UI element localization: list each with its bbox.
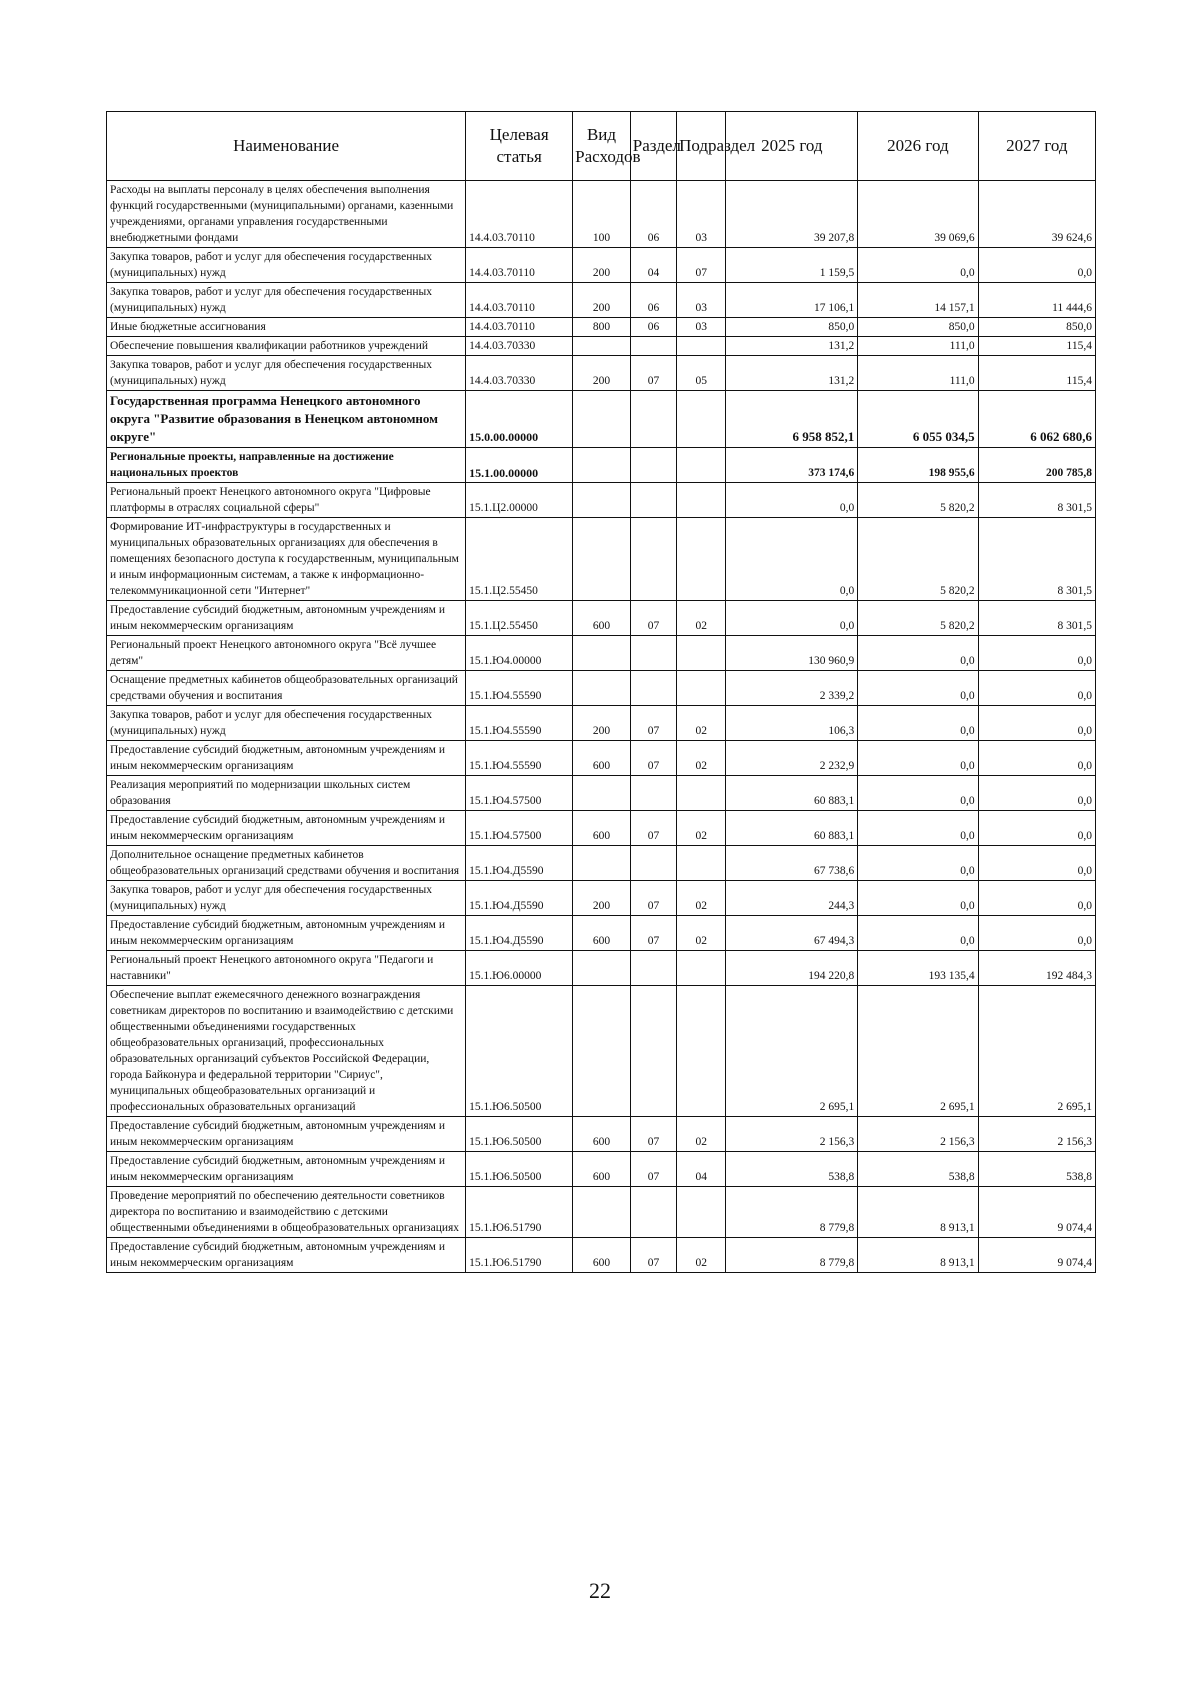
cell-section: 06 xyxy=(630,283,676,318)
cell-section: 04 xyxy=(630,248,676,283)
table-row xyxy=(107,636,1096,671)
header-2025: 2025 год xyxy=(726,112,858,181)
cell-2025: 0,0 xyxy=(726,601,858,636)
cell-2027: 0,0 xyxy=(978,846,1095,881)
cell-section xyxy=(630,636,676,671)
cell-2026: 538,8 xyxy=(858,1152,978,1187)
cell-target-code: 15.1.00.00000 xyxy=(466,448,573,483)
cell-name: Реализация мероприятий по модернизации школьных систем образования xyxy=(107,776,466,811)
cell-subsection: 02 xyxy=(677,1117,726,1152)
cell-2026: 0,0 xyxy=(858,811,978,846)
cell-expense-type: 600 xyxy=(573,916,631,951)
cell-name: Закупка товаров, работ и услуг для обеспечения государственных (муниципальных) нужд xyxy=(107,283,466,318)
cell-name: Расходы на выплаты персоналу в целях обеспечения выполнения функций государственными (муниципальными) органами, казенными учреждениями, органами управления государственными внебюджетными фондами xyxy=(107,181,466,248)
cell-2026: 0,0 xyxy=(858,846,978,881)
cell-expense-type: 200 xyxy=(573,706,631,741)
header-2026: 2026 год xyxy=(858,112,978,181)
cell-name: Закупка товаров, работ и услуг для обеспечения государственных (муниципальных) нужд xyxy=(107,248,466,283)
cell-2025: 244,3 xyxy=(726,881,858,916)
cell-subsection: 02 xyxy=(677,881,726,916)
cell-subsection xyxy=(677,483,726,518)
cell-target-code: 15.1.Ю6.00000 xyxy=(466,951,573,986)
cell-target-code: 15.1.Ю6.50500 xyxy=(466,1152,573,1187)
cell-name: Закупка товаров, работ и услуг для обеспечения государственных (муниципальных) нужд xyxy=(107,356,466,391)
cell-subsection: 02 xyxy=(677,916,726,951)
cell-name: Предоставление субсидий бюджетным, автономным учреждениям и иным некоммерческим организациям xyxy=(107,811,466,846)
cell-expense-type: 600 xyxy=(573,811,631,846)
table-row xyxy=(107,337,1096,356)
table-row xyxy=(107,601,1096,636)
cell-2026: 0,0 xyxy=(858,706,978,741)
cell-section xyxy=(630,518,676,601)
cell-2026: 111,0 xyxy=(858,356,978,391)
cell-2027: 0,0 xyxy=(978,636,1095,671)
cell-2027: 2 695,1 xyxy=(978,986,1095,1117)
cell-subsection xyxy=(677,671,726,706)
cell-name: Обеспечение выплат ежемесячного денежного вознаграждения советникам директоров по воспитанию и взаимодействию с детскими общественными объединениями государственных общеобразовательных организаций, профессиональных образовательных организаций субъектов Российской Федерации, города Байконура и федеральной территории "Сириус", муниципальных общеобразовательных организаций и профессиональных образовательных организаций xyxy=(107,986,466,1117)
cell-target-code: 14.4.03.70110 xyxy=(466,248,573,283)
table-row xyxy=(107,1187,1096,1238)
cell-name: Региональный проект Ненецкого автономного округа "Всё лучшее детям" xyxy=(107,636,466,671)
table-row xyxy=(107,248,1096,283)
cell-expense-type: 800 xyxy=(573,318,631,337)
cell-2027: 8 301,5 xyxy=(978,483,1095,518)
cell-name: Дополнительное оснащение предметных кабинетов общеобразовательных организаций средствами обучения и воспитания xyxy=(107,846,466,881)
cell-expense-type: 100 xyxy=(573,181,631,248)
cell-section xyxy=(630,951,676,986)
cell-2025: 538,8 xyxy=(726,1152,858,1187)
cell-section: 07 xyxy=(630,1152,676,1187)
cell-target-code: 15.1.Ц2.55450 xyxy=(466,601,573,636)
table-row xyxy=(107,846,1096,881)
table-row xyxy=(107,916,1096,951)
cell-2026: 0,0 xyxy=(858,916,978,951)
cell-target-code: 15.0.00.00000 xyxy=(466,391,573,448)
header-section: Раздел xyxy=(630,112,676,181)
cell-2027: 0,0 xyxy=(978,881,1095,916)
cell-section xyxy=(630,671,676,706)
table-row xyxy=(107,318,1096,337)
cell-section: 07 xyxy=(630,741,676,776)
cell-2025: 373 174,6 xyxy=(726,448,858,483)
cell-2025: 130 960,9 xyxy=(726,636,858,671)
cell-2026: 39 069,6 xyxy=(858,181,978,248)
cell-2025: 131,2 xyxy=(726,356,858,391)
cell-2027: 0,0 xyxy=(978,248,1095,283)
table-row xyxy=(107,776,1096,811)
table-row xyxy=(107,518,1096,601)
cell-name: Закупка товаров, работ и услуг для обеспечения государственных (муниципальных) нужд xyxy=(107,881,466,916)
cell-section xyxy=(630,337,676,356)
cell-2027: 9 074,4 xyxy=(978,1187,1095,1238)
cell-section xyxy=(630,846,676,881)
cell-2026: 14 157,1 xyxy=(858,283,978,318)
cell-name: Предоставление субсидий бюджетным, автономным учреждениям и иным некоммерческим организациям xyxy=(107,1152,466,1187)
cell-section xyxy=(630,986,676,1117)
cell-2025: 0,0 xyxy=(726,518,858,601)
cell-2025: 2 339,2 xyxy=(726,671,858,706)
cell-2026: 5 820,2 xyxy=(858,601,978,636)
cell-name: Предоставление субсидий бюджетным, автономным учреждениям и иным некоммерческим организациям xyxy=(107,601,466,636)
cell-2027: 115,4 xyxy=(978,356,1095,391)
cell-expense-type: 200 xyxy=(573,881,631,916)
cell-target-code: 14.4.03.70330 xyxy=(466,356,573,391)
cell-expense-type xyxy=(573,636,631,671)
table-row xyxy=(107,1117,1096,1152)
cell-section: 06 xyxy=(630,181,676,248)
cell-2026: 8 913,1 xyxy=(858,1187,978,1238)
cell-subsection xyxy=(677,776,726,811)
cell-name: Формирование ИТ-инфраструктуры в государственных и муниципальных образовательных организациях для обеспечения в помещениях безопасного доступа к государственным, муниципальным и иным информационным системам, а также к информационно-телекоммуникационной сети "Интернет" xyxy=(107,518,466,601)
cell-target-code: 14.4.03.70110 xyxy=(466,318,573,337)
cell-2025: 17 106,1 xyxy=(726,283,858,318)
header-expense-type: Вид Расходов xyxy=(573,112,631,181)
cell-2027: 9 074,4 xyxy=(978,1238,1095,1273)
table-header-row xyxy=(107,112,1096,181)
cell-expense-type xyxy=(573,951,631,986)
cell-name: Государственная программа Ненецкого автономного округа "Развитие образования в Ненецком автономном округе" xyxy=(107,391,466,448)
cell-target-code: 15.1.Ю4.Д5590 xyxy=(466,916,573,951)
cell-expense-type xyxy=(573,448,631,483)
cell-expense-type: 200 xyxy=(573,356,631,391)
cell-2027: 0,0 xyxy=(978,671,1095,706)
table-body xyxy=(107,181,1096,1273)
cell-expense-type xyxy=(573,776,631,811)
cell-section: 07 xyxy=(630,1117,676,1152)
cell-2027: 538,8 xyxy=(978,1152,1095,1187)
cell-subsection: 03 xyxy=(677,318,726,337)
cell-subsection: 03 xyxy=(677,181,726,248)
cell-2026: 0,0 xyxy=(858,881,978,916)
cell-2026: 193 135,4 xyxy=(858,951,978,986)
cell-target-code: 14.4.03.70110 xyxy=(466,181,573,248)
cell-target-code: 15.1.Ю4.00000 xyxy=(466,636,573,671)
table-row xyxy=(107,986,1096,1117)
cell-2026: 0,0 xyxy=(858,636,978,671)
cell-2025: 39 207,8 xyxy=(726,181,858,248)
cell-name: Предоставление субсидий бюджетным, автономным учреждениям и иным некоммерческим организациям xyxy=(107,916,466,951)
cell-name: Региональные проекты, направленные на достижение национальных проектов xyxy=(107,448,466,483)
table-row xyxy=(107,1152,1096,1187)
cell-expense-type: 600 xyxy=(573,1238,631,1273)
cell-subsection: 07 xyxy=(677,248,726,283)
cell-section: 07 xyxy=(630,1238,676,1273)
cell-subsection xyxy=(677,846,726,881)
table-row xyxy=(107,1238,1096,1273)
cell-2026: 2 156,3 xyxy=(858,1117,978,1152)
cell-expense-type: 600 xyxy=(573,1152,631,1187)
header-subsection: Подраздел xyxy=(677,112,726,181)
cell-target-code: 15.1.Ц2.00000 xyxy=(466,483,573,518)
cell-2026: 0,0 xyxy=(858,741,978,776)
cell-name: Региональный проект Ненецкого автономного округа "Педагоги и наставники" xyxy=(107,951,466,986)
cell-name: Предоставление субсидий бюджетным, автономным учреждениям и иным некоммерческим организациям xyxy=(107,1238,466,1273)
cell-subsection xyxy=(677,448,726,483)
table-row xyxy=(107,671,1096,706)
cell-expense-type xyxy=(573,846,631,881)
table-row xyxy=(107,741,1096,776)
cell-2025: 8 779,8 xyxy=(726,1187,858,1238)
cell-2027: 8 301,5 xyxy=(978,518,1095,601)
page-number: 22 xyxy=(589,1578,611,1603)
cell-name: Оснащение предметных кабинетов общеобразовательных организаций средствами обучения и воспитания xyxy=(107,671,466,706)
cell-subsection xyxy=(677,986,726,1117)
cell-expense-type xyxy=(573,986,631,1117)
cell-2025: 67 494,3 xyxy=(726,916,858,951)
cell-section: 07 xyxy=(630,601,676,636)
cell-2027: 850,0 xyxy=(978,318,1095,337)
cell-target-code: 15.1.Ю6.51790 xyxy=(466,1187,573,1238)
cell-2025: 2 232,9 xyxy=(726,741,858,776)
cell-2025: 2 695,1 xyxy=(726,986,858,1117)
cell-target-code: 15.1.Ю4.Д5590 xyxy=(466,881,573,916)
cell-target-code: 15.1.Ю6.50500 xyxy=(466,986,573,1117)
cell-expense-type xyxy=(573,1187,631,1238)
cell-2027: 200 785,8 xyxy=(978,448,1095,483)
cell-expense-type: 200 xyxy=(573,283,631,318)
cell-2026: 0,0 xyxy=(858,671,978,706)
cell-2027: 0,0 xyxy=(978,741,1095,776)
cell-subsection xyxy=(677,636,726,671)
cell-subsection xyxy=(677,518,726,601)
cell-2026: 5 820,2 xyxy=(858,483,978,518)
cell-subsection: 05 xyxy=(677,356,726,391)
cell-expense-type xyxy=(573,483,631,518)
cell-target-code: 15.1.Ю4.57500 xyxy=(466,776,573,811)
cell-2027: 8 301,5 xyxy=(978,601,1095,636)
cell-2025: 60 883,1 xyxy=(726,776,858,811)
table-row xyxy=(107,881,1096,916)
cell-2025: 850,0 xyxy=(726,318,858,337)
cell-2027: 0,0 xyxy=(978,776,1095,811)
cell-subsection xyxy=(677,337,726,356)
cell-2027: 2 156,3 xyxy=(978,1117,1095,1152)
cell-target-code: 14.4.03.70110 xyxy=(466,283,573,318)
cell-target-code: 15.1.Ю6.51790 xyxy=(466,1238,573,1273)
header-target: Целевая статья xyxy=(466,112,573,181)
cell-2027: 0,0 xyxy=(978,811,1095,846)
table-row xyxy=(107,811,1096,846)
cell-subsection: 02 xyxy=(677,601,726,636)
cell-section: 07 xyxy=(630,356,676,391)
cell-section: 07 xyxy=(630,706,676,741)
cell-subsection: 03 xyxy=(677,283,726,318)
table-row xyxy=(107,391,1096,448)
cell-subsection: 02 xyxy=(677,741,726,776)
cell-expense-type xyxy=(573,391,631,448)
cell-subsection xyxy=(677,391,726,448)
cell-target-code: 15.1.Ю4.55590 xyxy=(466,741,573,776)
cell-2026: 0,0 xyxy=(858,776,978,811)
cell-2026: 2 695,1 xyxy=(858,986,978,1117)
cell-2026: 111,0 xyxy=(858,337,978,356)
cell-2025: 194 220,8 xyxy=(726,951,858,986)
cell-section xyxy=(630,1187,676,1238)
cell-2027: 0,0 xyxy=(978,916,1095,951)
table-row xyxy=(107,448,1096,483)
cell-2025: 106,3 xyxy=(726,706,858,741)
cell-subsection: 02 xyxy=(677,706,726,741)
cell-2026: 6 055 034,5 xyxy=(858,391,978,448)
cell-target-code: 15.1.Ю4.55590 xyxy=(466,671,573,706)
cell-section: 07 xyxy=(630,916,676,951)
cell-2025: 60 883,1 xyxy=(726,811,858,846)
cell-name: Иные бюджетные ассигнования xyxy=(107,318,466,337)
cell-section: 07 xyxy=(630,811,676,846)
cell-target-code: 15.1.Ю4.Д5590 xyxy=(466,846,573,881)
header-name: Наименование xyxy=(107,112,466,181)
cell-target-code: 15.1.Ю4.55590 xyxy=(466,706,573,741)
budget-table xyxy=(106,111,1096,1273)
cell-subsection: 02 xyxy=(677,1238,726,1273)
cell-section xyxy=(630,483,676,518)
cell-2026: 850,0 xyxy=(858,318,978,337)
cell-expense-type xyxy=(573,671,631,706)
cell-name: Закупка товаров, работ и услуг для обеспечения государственных (муниципальных) нужд xyxy=(107,706,466,741)
cell-2025: 2 156,3 xyxy=(726,1117,858,1152)
cell-target-code: 14.4.03.70330 xyxy=(466,337,573,356)
cell-2026: 8 913,1 xyxy=(858,1238,978,1273)
cell-2027: 0,0 xyxy=(978,706,1095,741)
cell-2025: 8 779,8 xyxy=(726,1238,858,1273)
cell-section xyxy=(630,391,676,448)
cell-2026: 198 955,6 xyxy=(858,448,978,483)
table-row xyxy=(107,181,1096,248)
cell-2025: 67 738,6 xyxy=(726,846,858,881)
cell-section: 06 xyxy=(630,318,676,337)
cell-target-code: 15.1.Ц2.55450 xyxy=(466,518,573,601)
cell-expense-type xyxy=(573,337,631,356)
cell-2027: 6 062 680,6 xyxy=(978,391,1095,448)
cell-2025: 131,2 xyxy=(726,337,858,356)
cell-2025: 0,0 xyxy=(726,483,858,518)
cell-name: Обеспечение повышения квалификации работников учреждений xyxy=(107,337,466,356)
table-row xyxy=(107,356,1096,391)
cell-2026: 0,0 xyxy=(858,248,978,283)
cell-section: 07 xyxy=(630,881,676,916)
cell-section xyxy=(630,776,676,811)
cell-name: Предоставление субсидий бюджетным, автономным учреждениям и иным некоммерческим организациям xyxy=(107,741,466,776)
cell-2027: 115,4 xyxy=(978,337,1095,356)
cell-target-code: 15.1.Ю4.57500 xyxy=(466,811,573,846)
table-row xyxy=(107,706,1096,741)
cell-name: Региональный проект Ненецкого автономного округа "Цифровые платформы в отраслях социальной сферы" xyxy=(107,483,466,518)
cell-target-code: 15.1.Ю6.50500 xyxy=(466,1117,573,1152)
cell-2027: 192 484,3 xyxy=(978,951,1095,986)
cell-name: Предоставление субсидий бюджетным, автономным учреждениям и иным некоммерческим организациям xyxy=(107,1117,466,1152)
cell-section xyxy=(630,448,676,483)
cell-subsection: 04 xyxy=(677,1152,726,1187)
table-row xyxy=(107,483,1096,518)
cell-expense-type xyxy=(573,518,631,601)
cell-name: Проведение мероприятий по обеспечению деятельности советников директора по воспитанию и взаимодействию с детскими общественными объединениями в общеобразовательных организациях xyxy=(107,1187,466,1238)
cell-2025: 1 159,5 xyxy=(726,248,858,283)
cell-expense-type: 600 xyxy=(573,601,631,636)
table-row xyxy=(107,283,1096,318)
cell-2027: 39 624,6 xyxy=(978,181,1095,248)
cell-2025: 6 958 852,1 xyxy=(726,391,858,448)
cell-subsection xyxy=(677,1187,726,1238)
cell-subsection: 02 xyxy=(677,811,726,846)
cell-expense-type: 600 xyxy=(573,741,631,776)
cell-expense-type: 600 xyxy=(573,1117,631,1152)
cell-2026: 5 820,2 xyxy=(858,518,978,601)
cell-2027: 11 444,6 xyxy=(978,283,1095,318)
header-2027: 2027 год xyxy=(978,112,1095,181)
cell-expense-type: 200 xyxy=(573,248,631,283)
cell-subsection xyxy=(677,951,726,986)
table-row xyxy=(107,951,1096,986)
